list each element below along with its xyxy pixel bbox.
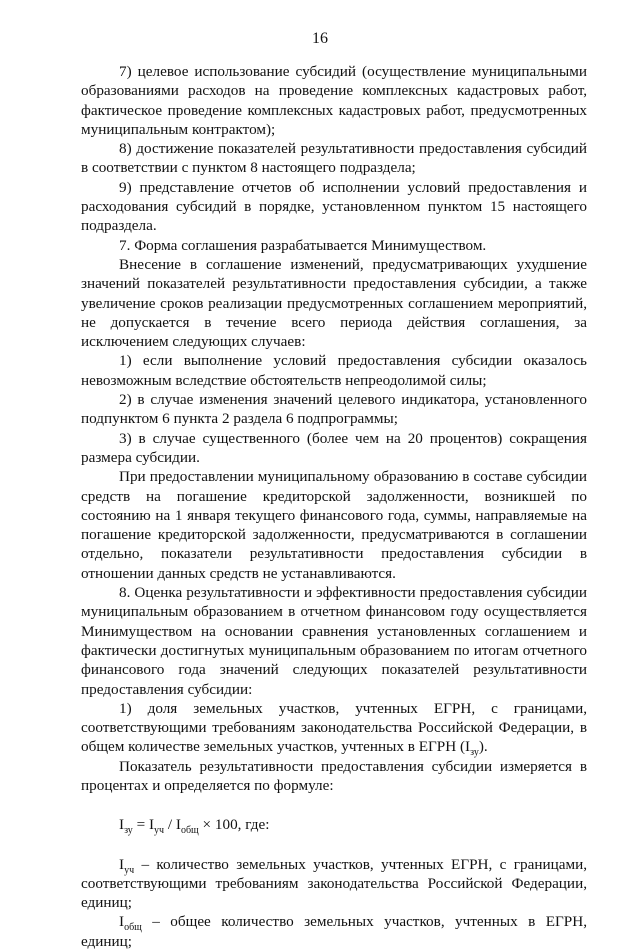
- document-body: [81, 62, 587, 951]
- definition-numerator-text: – количество земельных участков, учтенных ЕГРН, с границами, соответствующими требованиям законодательства Российской Федерации, единиц;: [81, 855, 587, 912]
- paragraph-section-7: 7. Форма соглашения разрабатывается Минимуществом.: [119, 236, 487, 254]
- page-number: 16: [312, 30, 328, 47]
- formula-den-sub: общ: [180, 825, 199, 837]
- definition-numerator: [81, 855, 587, 913]
- formula-num-sub: уч: [154, 825, 165, 837]
- formula-lhs: I: [119, 816, 125, 834]
- indicator-1-end: ).: [478, 738, 488, 756]
- definition-denominator-symbol: I: [119, 913, 125, 931]
- paragraph-debt: При предоставлении муниципальному образованию в составе субсидии средств на погашение кредиторской задолженности, возникшей по состоянию на 1 января текущего финансового года, суммы, направляемые на погашение кредиторской задолженности, предусматриваются в соглашении отдельно, показатели результативности предоставления субсидии в отношении данных средств не устанавливаются.: [81, 468, 587, 582]
- indicator-1-sub: зу: [470, 747, 479, 759]
- definition-denominator-sub: общ: [124, 922, 142, 934]
- formula-eq: = I: [132, 816, 155, 834]
- definition-denominator-text: – общее количество земельных участков, учтенных в ЕГРН, единиц;: [81, 913, 587, 950]
- paragraph-section-8: 8. Оценка результативности и эффективности предоставления субсидии муниципальным образованием в отчетном финансовом году осуществляется Минимуществом на основании сравнения установленных соглашением и фактически достигнутых муниципальным образованием по итогам отчетного финансового года значений следующих показателей результативности предоставления субсидии:: [81, 584, 587, 698]
- paragraph-item-9: 9) представление отчетов об исполнении условий предоставления и расходования субсидий в порядке, установленном пунктом 15 настоящего подраздела.: [81, 178, 587, 235]
- definition-numerator-sub: уч: [124, 864, 135, 876]
- paragraph-indicator-1: [81, 699, 587, 757]
- formula-rest: × 100, где:: [198, 816, 270, 834]
- paragraph-item-8: 8) достижение показателей результативности предоставления субсидий в соответствии с пунктом 8 настоящего подраздела;: [81, 140, 587, 177]
- paragraph-case-3: 3) в случае существенного (более чем на 20 процентов) сокращения размера субсидии.: [81, 429, 587, 466]
- indicator-1-text: 1) доля земельных участков, учтенных ЕГРН, с границами, соответствующими требованиям законодательства Российской Федерации, в общем количестве земельных участков, учтенных в ЕГРН (I: [81, 699, 587, 756]
- formula-lhs-sub: зу: [124, 825, 133, 837]
- paragraph-case-2: 2) в случае изменения значений целевого индикатора, установленного подпунктом 6 пункта 2 раздела 6 подпрограммы;: [81, 391, 587, 428]
- definition-numerator-symbol: I: [119, 855, 125, 873]
- paragraph-amendments: Внесение в соглашение изменений, предусматривающих ухудшение значений показателей результативности предоставления субсидии, а также увеличение сроков реализации предусмотренных соглашением мероприятий, не допускается в течение всего периода действия соглашения, за исключением следующих случаев:: [81, 255, 587, 351]
- paragraph-item-7: 7) целевое использование субсидий (осуществление муниципальными образованиями расходов на проведение комплексных кадастровых работ, фактическое проведение комплексных кадастровых работ, предусмотренных муниципальным контрактом);: [81, 63, 587, 138]
- paragraph-measure: Показатель результативности предоставления субсидии измеряется в процентах и определяется по формуле:: [81, 757, 587, 794]
- formula: [81, 815, 587, 837]
- paragraph-case-1: 1) если выполнение условий предоставления субсидии оказалось невозможным вследствие обстоятельств непреодолимой силы;: [81, 352, 587, 389]
- formula-div: / I: [164, 816, 181, 834]
- definition-denominator: [81, 912, 587, 951]
